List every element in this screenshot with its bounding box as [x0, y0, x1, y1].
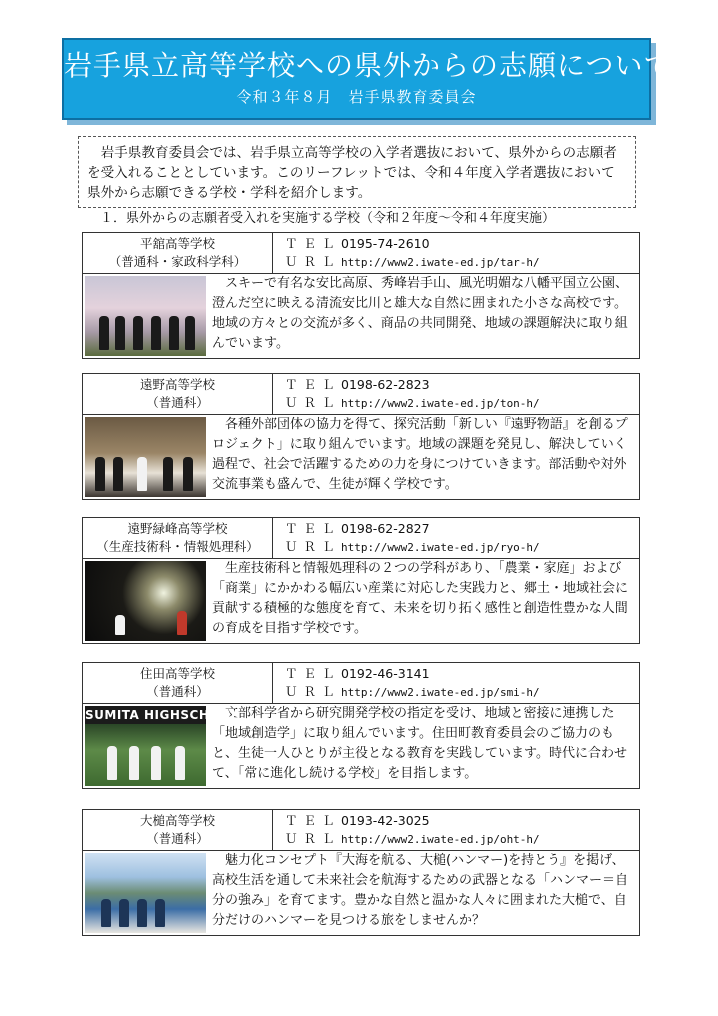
- school-dept: （普通科）: [146, 395, 209, 410]
- school-description: 各種外部団体の協力を得て、探究活動「新しい『遠野物語』を創るプロジェクト」に取り組んでいます。地域の課題を発見し、解決していく過程で、社会で活躍するための力を身につけていきます。部活動や対外交流事業も盛んで、生徒が輝く学校です。: [212, 417, 628, 492]
- school-name-cell: [83, 810, 273, 850]
- school-name-cell: [83, 518, 273, 558]
- school-card-ton: [82, 373, 640, 500]
- tel-number: 0192-46-3141: [341, 666, 430, 681]
- contact-cell: [273, 663, 639, 703]
- intro-box: [78, 136, 636, 208]
- contact-cell: [273, 518, 639, 558]
- tel-label: ＴＥＬ: [285, 236, 341, 251]
- tel-label: ＴＥＬ: [285, 521, 341, 536]
- photo-banner-text: SUMITA HIGHSCHOOL: [85, 708, 239, 722]
- tel-label: ＴＥＬ: [285, 666, 341, 681]
- tel-number: 0198-62-2823: [341, 377, 430, 392]
- school-url[interactable]: http://www2.iwate-ed.jp/tar-h/: [341, 256, 540, 269]
- school-url[interactable]: http://www2.iwate-ed.jp/ryo-h/: [341, 541, 540, 554]
- url-label: ＵＲＬ: [285, 539, 341, 554]
- tel-number: 0198-62-2827: [341, 521, 430, 536]
- school-photo: [85, 853, 206, 933]
- url-label: ＵＲＬ: [285, 684, 341, 699]
- school-name: 平舘高等学校: [139, 236, 215, 251]
- school-name: 遠野緑峰高等学校: [127, 521, 228, 536]
- url-label: ＵＲＬ: [285, 254, 341, 269]
- school-description: 魅力化コンセプト『大海を航る、大槌(ハンマー)を持とう』を掲げ、高校生活を通して未来社会を航海するための武器となる「ハンマー＝自分の強み」を育てます。豊かな自然と温かな人々に囲まれた大槌で、自分だけのハンマーを見つける旅をしませんか？: [212, 853, 629, 928]
- tel-label: ＴＥＬ: [285, 813, 341, 828]
- school-card-oht: [82, 809, 640, 936]
- contact-cell: [273, 810, 639, 850]
- school-photo: [85, 706, 239, 786]
- url-label: ＵＲＬ: [285, 395, 341, 410]
- school-name: 遠野高等学校: [139, 377, 215, 392]
- school-dept: （生産技術科・情報処理科）: [96, 539, 259, 554]
- contact-cell: [273, 233, 639, 273]
- school-name: 住田高等学校: [139, 666, 215, 681]
- contact-cell: [273, 374, 639, 414]
- title-banner: [62, 38, 673, 120]
- school-description: スキーで有名な安比高原、秀峰岩手山、風光明媚な八幡平国立公園、澄んだ空に映える清流安比川と雄大な自然に囲まれた小さな高校です。地域の方々との交流が多く、商品の共同開発、地域の課題解決に取り組んでいます。: [212, 276, 629, 351]
- school-name-cell: [83, 374, 273, 414]
- section-heading: １．県外からの志願者受入れを実施する学校（令和２年度～令和４年度実施）: [100, 211, 556, 226]
- url-label: ＵＲＬ: [285, 831, 341, 846]
- page-title: 岩手県立高等学校への県外からの志願について: [64, 49, 673, 82]
- school-dept: （普通科・家政科学科）: [108, 254, 247, 269]
- tel-number: 0195-74-2610: [341, 236, 430, 251]
- page-subtitle: 令和３年８月 岩手県教育委員会: [236, 88, 477, 106]
- school-url[interactable]: http://www2.iwate-ed.jp/oht-h/: [341, 833, 540, 846]
- school-dept: （普通科）: [146, 831, 209, 846]
- school-description: 生産技術科と情報処理科の２つの学科があり、「農業・家庭」および「商業」にかかわる幅広い産業に対応した実践力と、郷土・地域社会に貢献する積極的な態度を育て、未来を切り拓く感性と創造性豊かな人間の育成を目指す学校です。: [212, 561, 629, 636]
- school-url[interactable]: http://www2.iwate-ed.jp/ton-h/: [341, 397, 540, 410]
- school-photo: [85, 561, 206, 641]
- school-url[interactable]: http://www2.iwate-ed.jp/smi-h/: [341, 686, 540, 699]
- school-card-tar: [82, 232, 640, 359]
- school-description: 文部科学省から研究開発学校の指定を受け、地域と密接に連携した「地域創造学」に取り組んでいます。住田町教育委員会のご協力のもと、生徒一人ひとりが主役となる教育を実践しています。時代に合わせて、「常に進化し続ける学校」を目指します。: [212, 706, 627, 781]
- school-name-cell: [83, 663, 273, 703]
- school-card-ryo: [82, 517, 640, 644]
- school-name: 大槌高等学校: [139, 813, 215, 828]
- intro-text: 岩手県教育委員会では、岩手県立高等学校の入学者選抜において、県外からの志願者を受入れることとしています。このリーフレットでは、令和４年度入学者選抜において県外から志願できる学校・学科を紹介します。: [87, 145, 617, 201]
- tel-number: 0193-42-3025: [341, 813, 430, 828]
- school-dept: （普通科）: [146, 684, 209, 699]
- tel-label: ＴＥＬ: [285, 377, 341, 392]
- school-name-cell: [83, 233, 273, 273]
- school-card-smi: [82, 662, 640, 789]
- school-photo: [85, 276, 206, 356]
- school-photo: [85, 417, 206, 497]
